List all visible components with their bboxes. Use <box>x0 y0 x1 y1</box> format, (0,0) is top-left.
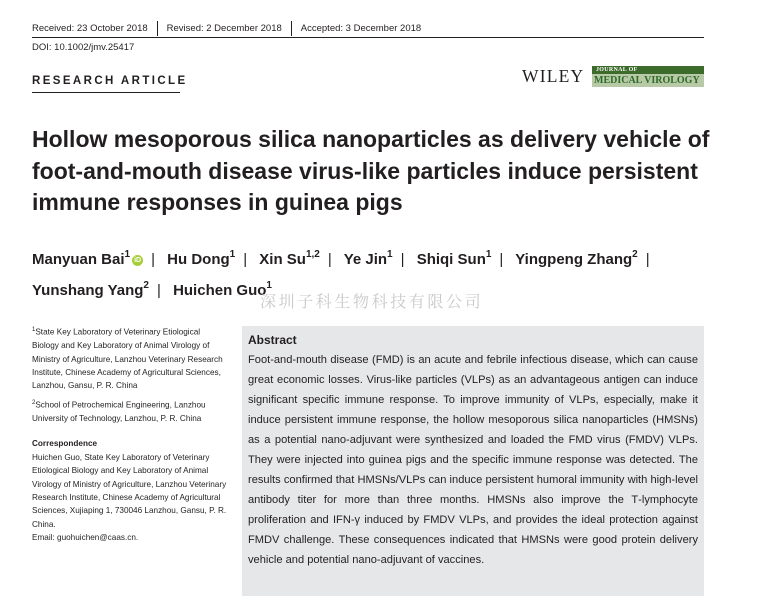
affiliation-number: 1 <box>32 327 36 333</box>
affiliation-text: State Key Laboratory of Veterinary Etiological Biology and Key Laboratory of Animal Virology of Ministry of Agriculture, Lanzhou Veterinary Research Institute, Chinese Academy of Agricultural Sciences, Lanzhou, Gansu, P. R. China <box>32 327 223 391</box>
author-affiliation: 1,2 <box>305 249 320 260</box>
header-rule <box>32 37 704 38</box>
abstract-box <box>242 326 704 596</box>
correspondence-text: Huichen Guo, State Key Laboratory of Veterinary Etiological Biology and Key Laboratory of Animal Virology of Ministry of Agriculture, Lanzhou Veterinary Research Institute, Chinese Academy of Agricultural Sciences, Xujiaping 1, 730046 Lanzhou, Gansu, P. R. China. Email: guohuichen@caas.cn. <box>32 452 227 543</box>
author[interactable] <box>417 251 492 268</box>
author-name: Xin Su <box>259 251 306 268</box>
revised-date: Revised: 2 December 2018 <box>166 23 282 34</box>
author-name: Ye Jin <box>343 251 388 268</box>
author-affiliation: 1 <box>124 249 131 260</box>
affiliation <box>32 397 228 426</box>
author-affiliation: 2 <box>143 280 149 291</box>
orcid-icon[interactable]: iD <box>134 257 142 264</box>
date-divider <box>157 21 158 36</box>
correspondence-email[interactable]: Email: guohuichen@caas.cn. <box>32 533 139 543</box>
abstract-text: Foot‐and‐mouth disease (FMD) is an acute and febrile infectious disease, which can cause great economic losses. Virus‐like particles (VLPs) as an advantageous antigen can induce significant specific immune response. To improve immunity of VLPs, especially, make it induce persistent immune response, the hollow mesoporous silica nanoparticles (HMSNs) as a potential nano‐adjuvant were synthesized and loaded the FMD virus (FMDV) VLPs. They were injected into guinea pigs and the specific immune response was detected. The results confirmed that HMSNs/VLPs can induce persistent humoral immunity with high‐level antibody titer for more than three months. HMSNs also improve the T‐lymphocyte proliferation and IFN‐γ induced by FMDV VLPs, and provides the ideal protection against FMDV challenge. These consequences indicated that HMSNs were good protein delivery vehicle and potential nano‐adjuvant of vaccines. <box>248 354 698 566</box>
article-title: Hollow mesoporous silica nanoparticles as delivery vehicle of foot‐and‐mouth disease virus‐like particles induce persistent immune responses in guinea pigs <box>32 126 710 215</box>
author-name: Manyuan Bai <box>32 251 125 268</box>
author-name: Yingpeng Zhang <box>515 251 633 268</box>
author-name: Hu Dong <box>167 251 230 268</box>
affiliation-text: School of Petrochemical Engineering, Lanzhou University of Technology, Lanzhou, P. R. China <box>32 400 206 423</box>
watermark: 深圳子科生物科技有限公司 <box>260 292 484 311</box>
correspondence-heading: Correspondence <box>32 439 98 449</box>
abstract-heading: Abstract <box>248 333 297 347</box>
section-label: RESEARCH ARTICLE <box>32 75 188 87</box>
author[interactable] <box>167 251 235 268</box>
journal-logo-name: MEDICAL VIROLOGY <box>592 74 704 87</box>
affiliation-number: 2 <box>32 399 36 406</box>
doi[interactable]: DOI: 10.1002/jmv.25417 <box>32 42 135 53</box>
author-list: Manyuan Bai$^1$iD | Hu Dong$^1$ | Xin Su$^{1,2}$ | Ye Jin$^1$ | Shiqi Sun$^1$ | Yingpeng Zhang$^2$ | Yunshang Yang$^2$ | Huichen Guo$^1$ <box>32 249 650 299</box>
author-affiliation: 1 <box>387 249 393 260</box>
author[interactable] <box>32 282 149 299</box>
publisher-logo: WILEY <box>522 66 585 86</box>
author-affiliation: 1 <box>485 249 492 260</box>
article-dates <box>32 21 421 36</box>
section-underline <box>32 92 180 93</box>
author-affiliation: 1 <box>266 280 272 291</box>
affiliations-column <box>32 324 228 549</box>
journal-logo-top: JOURNAL OF <box>592 66 704 74</box>
author-name: Huichen Guo <box>173 282 267 299</box>
author[interactable] <box>515 251 638 268</box>
received-date: Received: 23 October 2018 <box>32 23 148 34</box>
author[interactable] <box>173 282 272 299</box>
journal-logo <box>592 66 704 87</box>
author-affiliation: 1 <box>229 249 236 260</box>
author[interactable] <box>32 251 143 268</box>
author[interactable] <box>344 251 393 268</box>
accepted-date: Accepted: 3 December 2018 <box>300 23 422 34</box>
author-name: Yunshang Yang <box>32 282 144 299</box>
author-name: Shiqi Sun <box>416 251 486 268</box>
date-divider <box>291 21 292 36</box>
author[interactable] <box>259 251 320 268</box>
affiliation <box>32 324 228 393</box>
author-affiliation: 2 <box>632 249 638 260</box>
